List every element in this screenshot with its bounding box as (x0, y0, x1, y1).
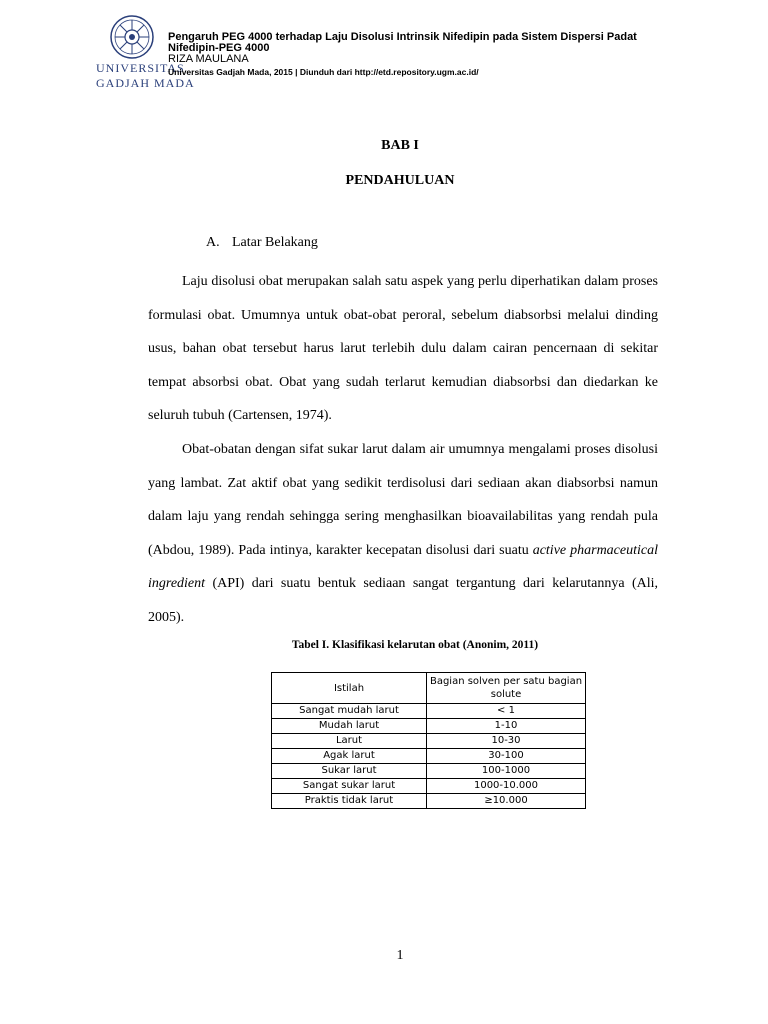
section-title: Latar Belakang (232, 235, 318, 250)
table-cell: Sangat sukar larut (272, 779, 427, 794)
table-cell: Mudah larut (272, 719, 427, 734)
table-row (272, 704, 586, 719)
table-row (272, 779, 586, 794)
table-cell: 1000-10.000 (427, 779, 586, 794)
document-source: Universitas Gadjah Mada, 2015 | Diunduh dari http://etd.repository.ugm.ac.id/ (168, 67, 479, 77)
table-row (272, 749, 586, 764)
solubility-table (271, 672, 586, 809)
table-row (272, 794, 586, 809)
document-author: RIZA MAULANA (168, 53, 249, 65)
table-cell: Sangat mudah larut (272, 704, 427, 719)
logo-text-line1: UNIVERSITAS (96, 61, 185, 75)
university-logo (96, 14, 195, 90)
paragraph-2-part-1: Obat-obatan dengan sifat sukar larut dalam air umumnya mengalami proses disolusi yang lambat. Zat aktif obat yang sedikit terdisolusi dari sediaan akan diabsorbsi namun dalam laju yang rendah sehingga sering menghasilkan bioavailabilitas yang rendah pula (Abdou, 1989). Pada intinya, karakter kecepatan disolusi dari suatu (148, 441, 658, 558)
table-cell: 30-100 (427, 749, 586, 764)
chapter-title: PENDAHULUAN (345, 173, 455, 188)
table-cell: Sukar larut (272, 764, 427, 779)
body-text (148, 265, 658, 635)
document-title: Pengaruh PEG 4000 terhadap Laju Disolusi Intrinsik Nifedipin pada Sistem Dispersi Padat Nifedipin-PEG 4000 (168, 31, 637, 54)
paragraph-2 (148, 433, 658, 635)
table-header-cell: Istilah (272, 673, 427, 704)
paragraph-2-part-2: (API) dari suatu bentuk sediaan sangat tergantung dari kelarutannya (Ali, 2005). (148, 576, 658, 625)
table-cell: 10-30 (427, 734, 586, 749)
table-cell: Larut (272, 734, 427, 749)
table-row (272, 734, 586, 749)
table-cell: ≥10.000 (427, 794, 586, 809)
university-seal-icon (109, 14, 155, 60)
chapter-number: BAB I (381, 138, 419, 153)
document-header (168, 32, 688, 77)
table-cell: Praktis tidak larut (272, 794, 427, 809)
table-row (272, 719, 586, 734)
logo-text-line2: GADJAH MADA (96, 76, 195, 90)
table-header-row (272, 673, 586, 704)
table-cell: 1-10 (427, 719, 586, 734)
page-number: 1 (396, 948, 404, 963)
table-cell: Agak larut (272, 749, 427, 764)
paragraph-1: Laju disolusi obat merupakan salah satu aspek yang perlu diperhatikan dalam proses formulasi obat. Umumnya untuk obat-obat peroral, sebelum diabsorbsi melalui dinding usus, bahan obat tersebut harus larut terlebih dulu dalam cairan pencernaan di sekitar tempat absorbsi obat. Obat yang sudah terlarut kemudian diabsorbsi dan diedarkan ke seluruh tubuh (Cartensen, 1974). (148, 274, 658, 424)
table-cell: 100-1000 (427, 764, 586, 779)
section-heading (206, 235, 318, 251)
table-header-cell: Bagian solven per satu bagian solute (427, 673, 586, 704)
table-caption: Tabel I. Klasifikasi kelarutan obat (Anonim, 2011) (291, 639, 539, 651)
table-cell: < 1 (427, 704, 586, 719)
table-row (272, 764, 586, 779)
section-letter: A. (206, 235, 220, 250)
paragraph-2-italic-term: active pharmaceutical ingredient (148, 542, 658, 592)
